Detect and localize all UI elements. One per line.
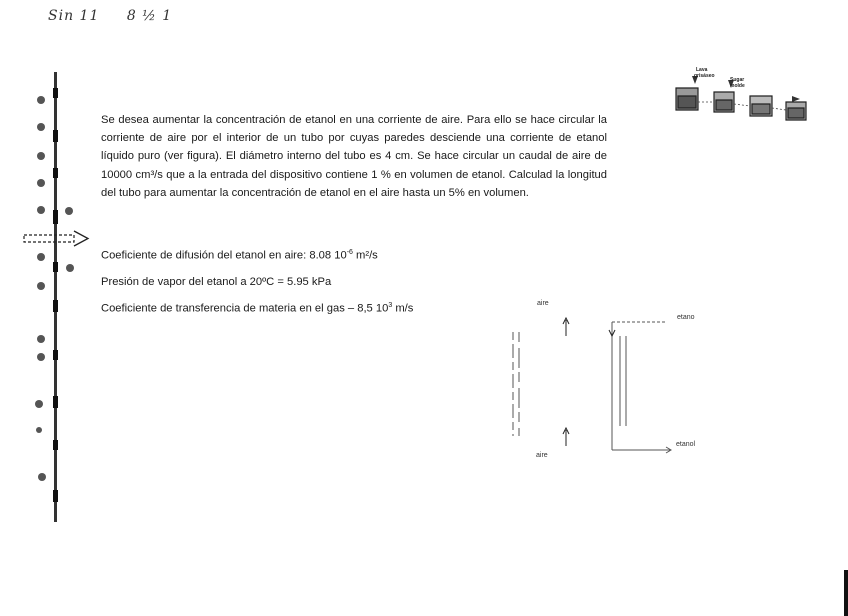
label-air-bottom: aire bbox=[536, 452, 548, 459]
thumbnail-label-3: Sugar bbox=[730, 77, 745, 83]
apparatus-thumbnail bbox=[668, 66, 814, 122]
label-ethanol-bottom: etanol bbox=[676, 441, 696, 448]
label-ethanol-top: etano bbox=[677, 314, 695, 321]
problem-statement: Se desea aumentar la concentración de etanol en una corriente de aire. Para ello se hace circular la corriente de aire por el interior de un tubo por cuyas paredes desciende una corriente de etanol líquido puro (ver figura). El diámetro interno del tubo es 4 cm. Se hace circular un caudal de aire de 10000 cm³/s que a la entrada del dispositivo contiene 1 % en volumen de etanol. Calculad la longitud del tubo para aumentar la concentración de etanol en el aire hasta un 5% en volumen. bbox=[101, 114, 607, 199]
binding-strip bbox=[0, 0, 100, 616]
label-air-top: aire bbox=[537, 300, 549, 307]
thumbnail-label-4: molde bbox=[730, 83, 745, 89]
diffusion-coefficient-line bbox=[101, 249, 378, 262]
tube-flow-diagram-art bbox=[500, 296, 740, 466]
binding-spine bbox=[53, 72, 58, 522]
mass-transfer-exponent: 3 bbox=[388, 302, 393, 309]
thumbnail-label-1: Lava bbox=[696, 67, 708, 73]
mass-transfer-unit: m/s bbox=[392, 302, 414, 315]
handwritten-note-left: Sin 11 bbox=[48, 8, 100, 24]
mass-transfer-line bbox=[101, 302, 413, 315]
mass-transfer-text: Coeficiente de transferencia de materia en el gas – 8,5 10 bbox=[101, 302, 389, 315]
diffusion-coefficient-text: Coeficiente de difusión del etanol en aire: 8.08 10 bbox=[101, 249, 347, 262]
diffusion-exponent: -6 bbox=[346, 249, 353, 256]
tube-flow-diagram bbox=[500, 296, 740, 466]
thumbnail-label-2: grisáseo bbox=[694, 73, 715, 79]
diffusion-unit: m²/s bbox=[352, 249, 378, 262]
page-edge-mark bbox=[844, 570, 848, 616]
apparatus-thumbnail-art bbox=[668, 66, 814, 122]
handwritten-note-right: 8 ½ 1 bbox=[126, 8, 173, 24]
vapor-pressure-line: Presión de vapor del etanol a 20ºC = 5.95 kPa bbox=[101, 276, 332, 288]
